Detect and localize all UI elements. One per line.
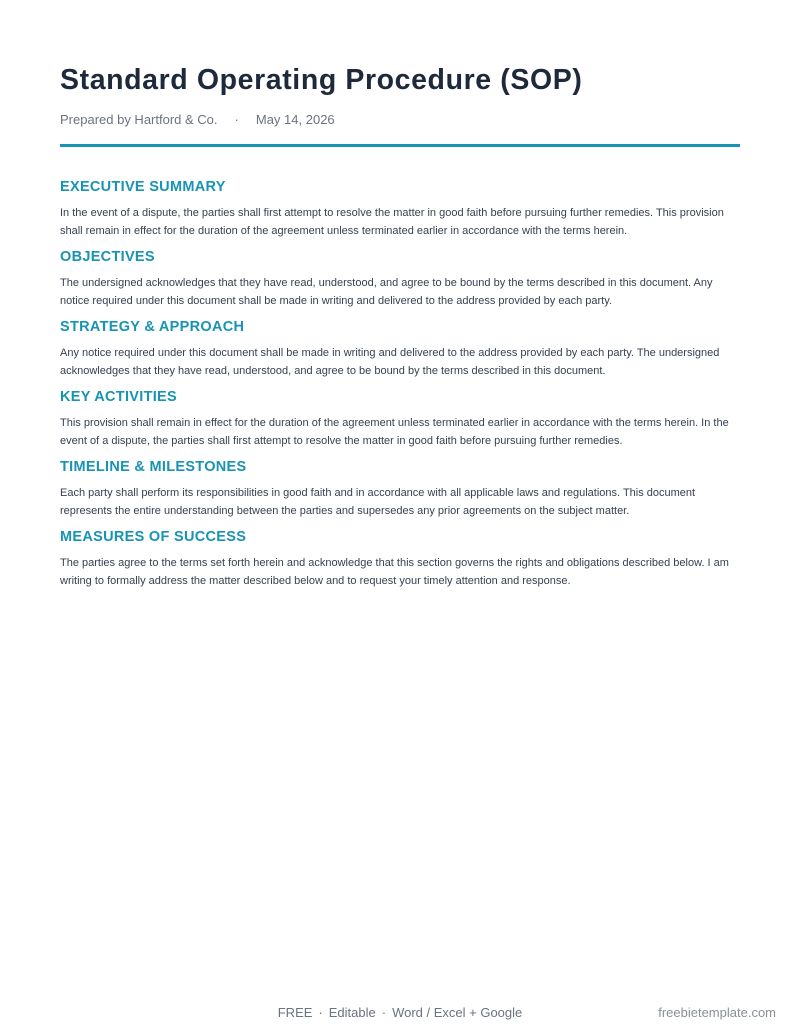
document-date: May 14, 2026 (255, 112, 335, 127)
footer-item-free: FREE (277, 1005, 313, 1020)
header-divider (60, 144, 740, 147)
section-heading: KEY ACTIVITIES (60, 389, 177, 405)
footer-item-editable: Editable (328, 1005, 376, 1020)
section-body: The parties agree to the terms set forth herein and acknowledge that this section governs the rights and obligations described below. I am writing to formally address the matter described below and to request your timely attention and response. (60, 557, 729, 587)
section-key-activities (60, 388, 740, 450)
footer-item-formats: Word / Excel + Google (392, 1005, 523, 1020)
document-title: Standard Operating Procedure (SOP) (60, 64, 583, 96)
section-heading: EXECUTIVE SUMMARY (60, 179, 226, 195)
section-heading: TIMELINE & MILESTONES (60, 459, 247, 475)
section-executive-summary (60, 178, 740, 240)
section-measures-of-success (60, 528, 740, 590)
section-body: In the event of a dispute, the parties shall first attempt to resolve the matter in good faith before pursuing further remedies. This provision shall remain in effect for the duration of the agreement unless terminated earlier in accordance with the terms herein. (60, 207, 724, 237)
section-body: This provision shall remain in effect for the duration of the agreement unless terminated earlier in accordance with the terms herein. In the event of a dispute, the parties shall first attempt to resolve the matter in good faith before pursuing further remedies. (60, 417, 729, 447)
section-body: Each party shall perform its responsibilities in good faith and in accordance with all applicable laws and regulations. This document represents the entire understanding between the parties and supersedes any prior agreements on the subject matter. (60, 487, 696, 517)
section-heading: MEASURES OF SUCCESS (60, 529, 247, 545)
prepared-by: Prepared by Hartford & Co. (60, 112, 218, 127)
footer-separator: · (381, 1005, 387, 1020)
section-strategy-approach (60, 318, 740, 380)
section-heading: STRATEGY & APPROACH (60, 319, 245, 335)
meta-separator: · (234, 112, 239, 127)
section-objectives (60, 248, 740, 310)
footer-site-link[interactable]: freebietemplate.com (658, 1005, 776, 1020)
document-meta (60, 112, 335, 127)
section-body: Any notice required under this document shall be made in writing and delivered to the address provided by each party. The undersigned acknowledges that they have read, understood, and agree to be bound by the terms described in this document. (60, 347, 720, 377)
section-heading: OBJECTIVES (60, 249, 155, 265)
section-timeline-milestones (60, 458, 740, 520)
section-body: The undersigned acknowledges that they have read, understood, and agree to be bound by the terms described in this document. Any notice required under this document shall be made in writing and delivered to the address provided by each party. (60, 277, 713, 307)
footer-separator: · (318, 1005, 323, 1020)
sections (60, 178, 740, 598)
